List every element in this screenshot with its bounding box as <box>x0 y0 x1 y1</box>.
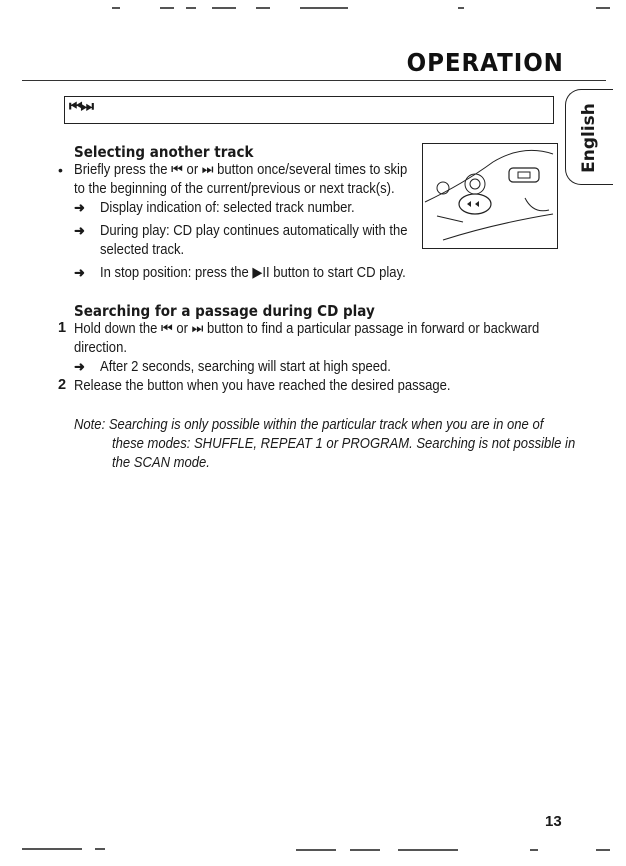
arrow-icon: ➜ <box>74 200 85 215</box>
arrow-icon: ➜ <box>74 359 85 374</box>
select-track-line-1: Briefly press the ⏮ or ⏭ button once/several times to skip <box>74 162 408 178</box>
language-tab-label-wrap <box>566 103 612 173</box>
step-number: 2 <box>58 377 67 393</box>
select-track-sub-1: Display indication of: selected track number. <box>100 200 355 216</box>
skip-buttons-icon: ⏮⏭ <box>69 98 93 115</box>
section-header-box <box>64 96 554 124</box>
scan-artifact <box>95 848 105 850</box>
search-step-1-line-1: Hold down the ⏮ or ⏭ button to find a particular passage in forward or backward <box>74 321 540 337</box>
cd-player-illustration <box>422 143 558 249</box>
note-line-1: Note: Searching is only possible within the particular track when you are in one of <box>74 417 544 433</box>
scan-artifact <box>112 7 120 9</box>
scan-artifact <box>300 7 348 9</box>
arrow-icon: ➜ <box>74 265 85 280</box>
scan-artifact <box>256 7 270 9</box>
scan-artifact <box>458 7 464 9</box>
scan-artifact <box>350 849 380 851</box>
cd-player-drawing <box>423 144 557 248</box>
scan-artifact <box>160 7 174 9</box>
bullet-icon: • <box>58 162 63 178</box>
language-tab-label: English <box>579 103 600 173</box>
select-track-sub-2-line-1: During play: CD play continues automatically with the <box>100 223 408 239</box>
scan-artifact <box>398 849 458 851</box>
page-title: OPERATION <box>406 48 564 77</box>
scan-artifact <box>186 7 196 9</box>
search-step-1-line-2: direction. <box>74 340 127 356</box>
scan-artifact <box>22 848 82 850</box>
heading-select-track: Selecting another track <box>74 143 254 161</box>
title-rule <box>22 80 606 81</box>
scan-artifact <box>596 849 610 851</box>
scan-artifact <box>530 849 538 851</box>
heading-search: Searching for a passage during CD play <box>74 302 375 320</box>
scan-artifact <box>596 7 610 9</box>
search-step-1-sub: After 2 seconds, searching will start at high speed. <box>100 359 391 375</box>
scan-artifact <box>296 849 336 851</box>
page-number: 13 <box>545 813 562 830</box>
note-line-3: the SCAN mode. <box>112 455 210 471</box>
search-step-2: Release the button when you have reached the desired passage. <box>74 378 451 394</box>
select-track-sub-3: In stop position: press the ▶II button to start CD play. <box>100 265 406 281</box>
scan-artifact <box>212 7 236 9</box>
note-line-2: these modes: SHUFFLE, REPEAT 1 or PROGRAM. Searching is not possible in <box>112 436 576 452</box>
select-track-sub-2-line-2: selected track. <box>100 242 185 258</box>
step-number: 1 <box>58 320 67 336</box>
arrow-icon: ➜ <box>74 223 85 238</box>
select-track-line-2: to the beginning of the current/previous or next track(s). <box>74 181 395 197</box>
